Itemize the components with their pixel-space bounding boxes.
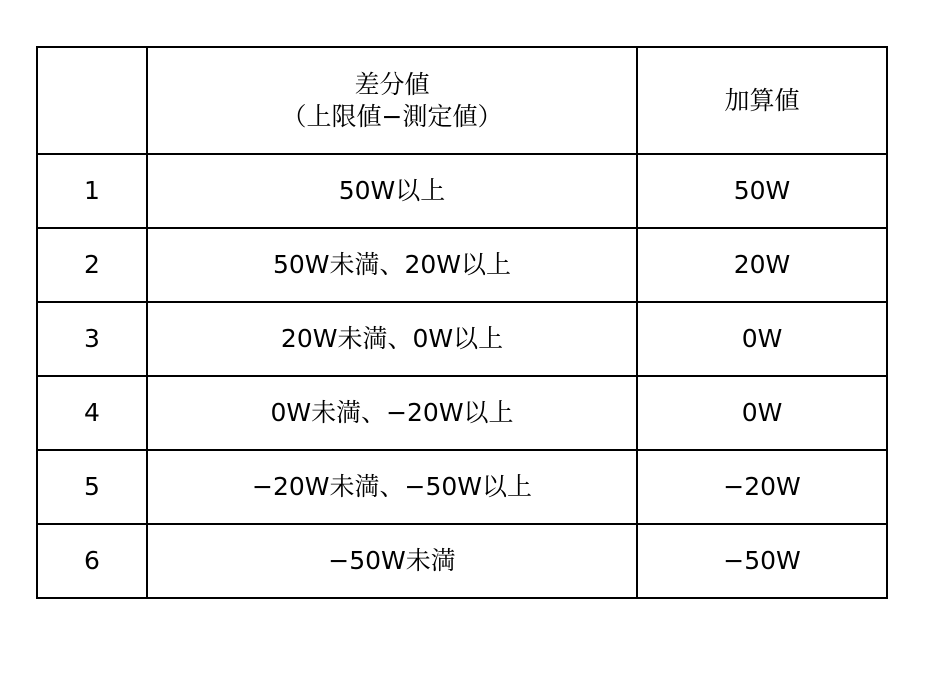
table-row (37, 154, 887, 228)
row-difference: 0W未満、−20W以上 (147, 376, 637, 450)
table-header (37, 47, 887, 154)
table-row (37, 524, 887, 598)
row-index: 1 (37, 154, 147, 228)
header-index (37, 47, 147, 154)
row-difference: 20W未満、0W以上 (147, 302, 637, 376)
row-difference: 50W未満、20W以上 (147, 228, 637, 302)
specification-table-container (36, 46, 886, 599)
row-addition: 0W (637, 376, 887, 450)
row-addition: 20W (637, 228, 887, 302)
row-index: 2 (37, 228, 147, 302)
header-difference-line1: 差分値 (354, 69, 430, 99)
table-row (37, 376, 887, 450)
row-index: 3 (37, 302, 147, 376)
row-addition: −20W (637, 450, 887, 524)
header-addition: 加算値 (637, 47, 887, 154)
row-addition: 50W (637, 154, 887, 228)
row-difference: −20W未満、−50W以上 (147, 450, 637, 524)
header-difference (147, 47, 637, 154)
row-difference: −50W未満 (147, 524, 637, 598)
table-body (37, 154, 887, 598)
specification-table (36, 46, 888, 599)
header-difference-line2: （上限値−測定値） (281, 101, 503, 131)
table-row (37, 228, 887, 302)
row-index: 5 (37, 450, 147, 524)
table-row (37, 302, 887, 376)
row-addition: −50W (637, 524, 887, 598)
table-header-row (37, 47, 887, 154)
row-addition: 0W (637, 302, 887, 376)
table-row (37, 450, 887, 524)
row-difference: 50W以上 (147, 154, 637, 228)
row-index: 4 (37, 376, 147, 450)
row-index: 6 (37, 524, 147, 598)
